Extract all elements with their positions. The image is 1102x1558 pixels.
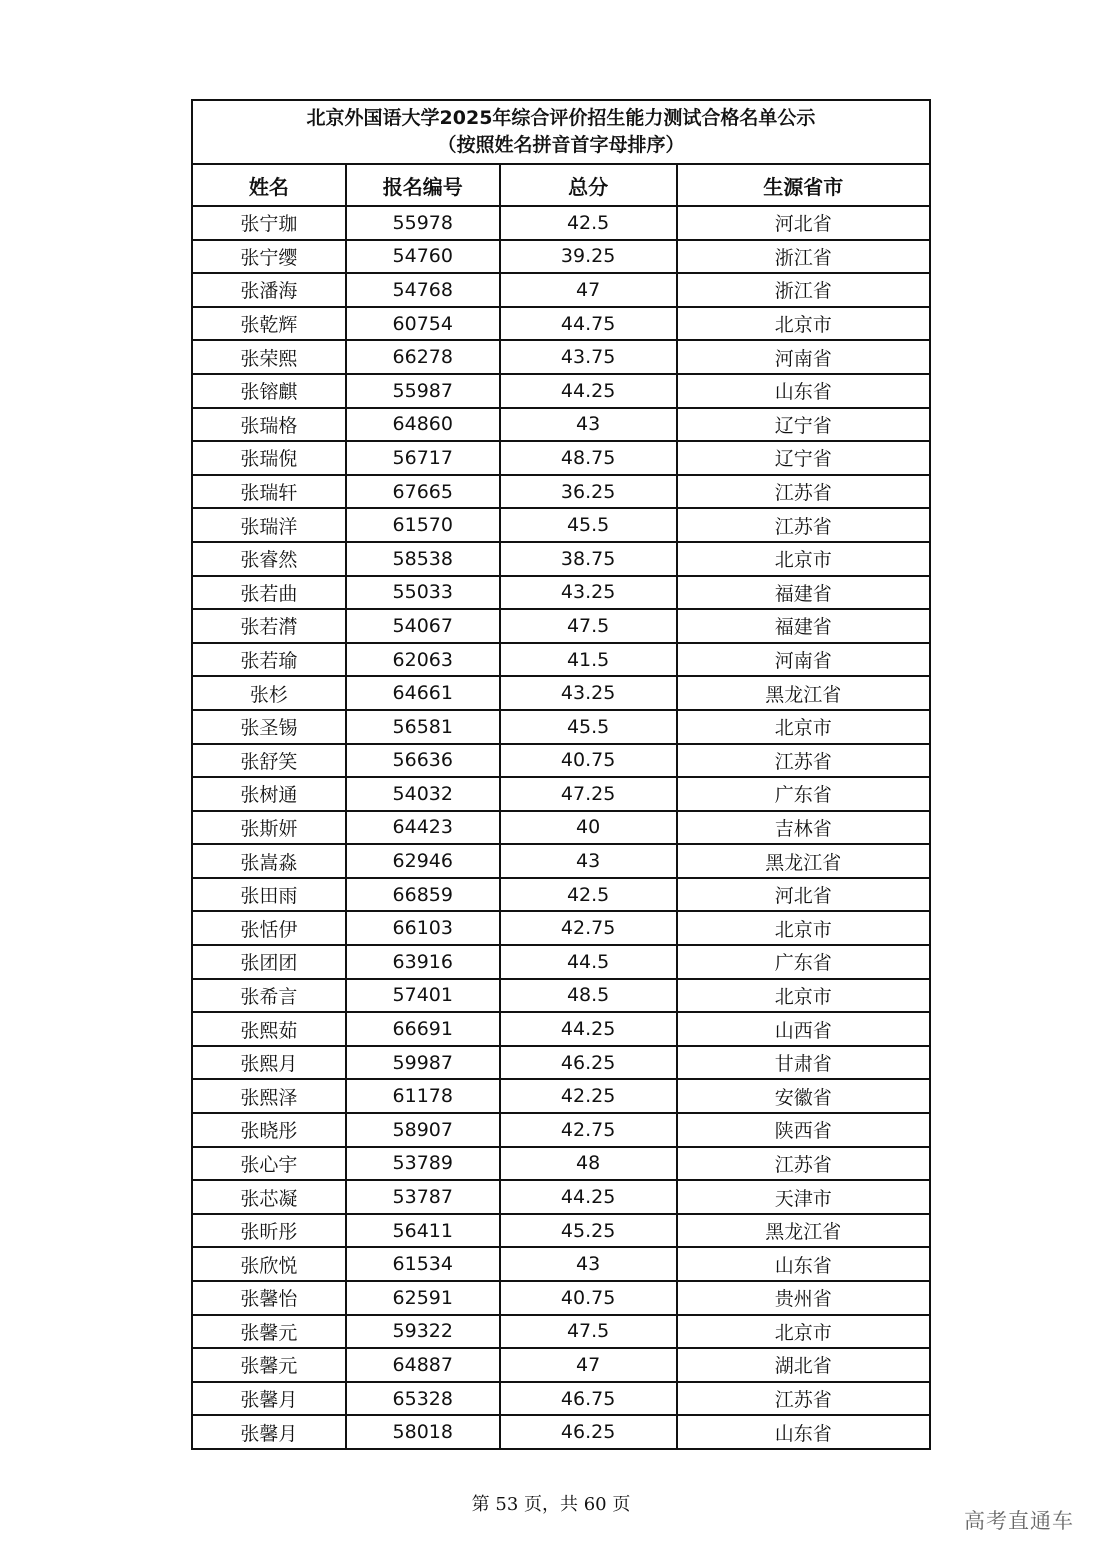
cell-name: 张宁珈 [192, 206, 346, 240]
cell-province: 贵州省 [677, 1281, 930, 1315]
cell-province: 黑龙江省 [677, 676, 930, 710]
cell-name: 张宁缨 [192, 240, 346, 274]
cell-registration-number: 66691 [346, 1012, 500, 1046]
cell-province: 福建省 [677, 609, 930, 643]
cell-name: 张恬伊 [192, 911, 346, 945]
cell-name: 张荣熙 [192, 340, 346, 374]
cell-registration-number: 57401 [346, 979, 500, 1013]
cell-registration-number: 54768 [346, 273, 500, 307]
cell-province: 江苏省 [677, 475, 930, 509]
cell-total-score: 44.75 [500, 307, 677, 341]
table-row [192, 1079, 930, 1113]
cell-province: 河北省 [677, 206, 930, 240]
cell-total-score: 47.5 [500, 1315, 677, 1349]
cell-total-score: 42.5 [500, 206, 677, 240]
cell-registration-number: 64661 [346, 676, 500, 710]
cell-province: 浙江省 [677, 240, 930, 274]
cell-province: 北京市 [677, 911, 930, 945]
cell-name: 张馨月 [192, 1382, 346, 1416]
cell-registration-number: 64860 [346, 408, 500, 442]
cell-province: 北京市 [677, 542, 930, 576]
cell-name: 张潘海 [192, 273, 346, 307]
table-row [192, 1180, 930, 1214]
cell-province: 湖北省 [677, 1348, 930, 1382]
cell-total-score: 42.75 [500, 911, 677, 945]
table-row [192, 1247, 930, 1281]
table-row [192, 744, 930, 778]
cell-total-score: 38.75 [500, 542, 677, 576]
admission-list-table [191, 99, 931, 1450]
cell-name: 张心宇 [192, 1147, 346, 1181]
cell-registration-number: 62063 [346, 643, 500, 677]
cell-total-score: 48.75 [500, 441, 677, 475]
table-row [192, 1415, 930, 1449]
cell-total-score: 47.25 [500, 777, 677, 811]
cell-province: 山东省 [677, 1247, 930, 1281]
cell-total-score: 40.75 [500, 1281, 677, 1315]
cell-registration-number: 62946 [346, 844, 500, 878]
cell-name: 张田雨 [192, 878, 346, 912]
cell-name: 张若瑜 [192, 643, 346, 677]
table-row [192, 1147, 930, 1181]
cell-total-score: 44.25 [500, 1180, 677, 1214]
cell-name: 张圣锡 [192, 710, 346, 744]
cell-province: 北京市 [677, 710, 930, 744]
cell-registration-number: 54067 [346, 609, 500, 643]
cell-name: 张斯妍 [192, 811, 346, 845]
cell-registration-number: 54760 [346, 240, 500, 274]
table-row [192, 1348, 930, 1382]
cell-total-score: 45.5 [500, 508, 677, 542]
table-row [192, 508, 930, 542]
cell-province: 黑龙江省 [677, 1214, 930, 1248]
cell-name: 张瑞轩 [192, 475, 346, 509]
cell-total-score: 43.75 [500, 340, 677, 374]
table-row [192, 710, 930, 744]
cell-name: 张希言 [192, 979, 346, 1013]
title-line-1: 北京外国语大学2025年综合评价招生能力测试合格名单公示 [306, 107, 816, 129]
cell-total-score: 43.25 [500, 576, 677, 610]
table-row [192, 206, 930, 240]
page-footer: 第 53 页，共 60 页 [471, 1494, 631, 1515]
cell-province: 吉林省 [677, 811, 930, 845]
cell-province: 江苏省 [677, 744, 930, 778]
cell-registration-number: 58907 [346, 1113, 500, 1147]
table-row [192, 844, 930, 878]
cell-total-score: 43 [500, 844, 677, 878]
cell-name: 张树通 [192, 777, 346, 811]
table-row [192, 1382, 930, 1416]
cell-province: 陕西省 [677, 1113, 930, 1147]
cell-total-score: 43.25 [500, 676, 677, 710]
cell-total-score: 47 [500, 1348, 677, 1382]
cell-name: 张瑞倪 [192, 441, 346, 475]
cell-total-score: 42.25 [500, 1079, 677, 1113]
cell-province: 广东省 [677, 945, 930, 979]
header-row [192, 164, 930, 206]
cell-province: 天津市 [677, 1180, 930, 1214]
cell-name: 张乾辉 [192, 307, 346, 341]
cell-province: 河南省 [677, 643, 930, 677]
table-row [192, 576, 930, 610]
table-row [192, 307, 930, 341]
table-row [192, 408, 930, 442]
cell-province: 山东省 [677, 1415, 930, 1449]
table-row [192, 542, 930, 576]
cell-name: 张晓彤 [192, 1113, 346, 1147]
cell-name: 张芯凝 [192, 1180, 346, 1214]
cell-name: 张馨怡 [192, 1281, 346, 1315]
cell-province: 安徽省 [677, 1079, 930, 1113]
cell-total-score: 45.25 [500, 1214, 677, 1248]
table-row [192, 609, 930, 643]
cell-registration-number: 67665 [346, 475, 500, 509]
cell-registration-number: 66859 [346, 878, 500, 912]
cell-total-score: 43 [500, 408, 677, 442]
cell-name: 张欣悦 [192, 1247, 346, 1281]
cell-province: 河北省 [677, 878, 930, 912]
cell-registration-number: 55978 [346, 206, 500, 240]
table-row [192, 777, 930, 811]
cell-province: 广东省 [677, 777, 930, 811]
cell-registration-number: 66103 [346, 911, 500, 945]
table-row [192, 374, 930, 408]
cell-province: 黑龙江省 [677, 844, 930, 878]
cell-registration-number: 56411 [346, 1214, 500, 1248]
cell-registration-number: 58538 [346, 542, 500, 576]
cell-registration-number: 66278 [346, 340, 500, 374]
table-row [192, 911, 930, 945]
cell-total-score: 46.75 [500, 1382, 677, 1416]
table-row [192, 1315, 930, 1349]
table-row [192, 1046, 930, 1080]
cell-total-score: 47.5 [500, 609, 677, 643]
cell-total-score: 42.5 [500, 878, 677, 912]
cell-name: 张熙月 [192, 1046, 346, 1080]
cell-registration-number: 61178 [346, 1079, 500, 1113]
cell-registration-number: 61570 [346, 508, 500, 542]
table-row [192, 676, 930, 710]
table-body [192, 206, 930, 1449]
cell-registration-number: 54032 [346, 777, 500, 811]
cell-total-score: 40 [500, 811, 677, 845]
cell-registration-number: 55033 [346, 576, 500, 610]
cell-province: 山东省 [677, 374, 930, 408]
cell-total-score: 43 [500, 1247, 677, 1281]
cell-name: 张若曲 [192, 576, 346, 610]
cell-registration-number: 63916 [346, 945, 500, 979]
cell-total-score: 48 [500, 1147, 677, 1181]
cell-registration-number: 56581 [346, 710, 500, 744]
cell-province: 江苏省 [677, 1382, 930, 1416]
cell-total-score: 39.25 [500, 240, 677, 274]
header-name: 姓名 [192, 164, 346, 206]
cell-registration-number: 65328 [346, 1382, 500, 1416]
table-title [192, 100, 930, 164]
header-total-score: 总分 [500, 164, 677, 206]
cell-total-score: 41.5 [500, 643, 677, 677]
cell-name: 张若潸 [192, 609, 346, 643]
cell-name: 张镕麒 [192, 374, 346, 408]
cell-registration-number: 62591 [346, 1281, 500, 1315]
cell-name: 张杉 [192, 676, 346, 710]
cell-registration-number: 53787 [346, 1180, 500, 1214]
table-row [192, 240, 930, 274]
table-row [192, 1281, 930, 1315]
cell-name: 张团团 [192, 945, 346, 979]
cell-name: 张瑞洋 [192, 508, 346, 542]
cell-name: 张馨月 [192, 1415, 346, 1449]
table-row [192, 1214, 930, 1248]
cell-name: 张熙茹 [192, 1012, 346, 1046]
cell-total-score: 40.75 [500, 744, 677, 778]
cell-province: 江苏省 [677, 508, 930, 542]
cell-province: 辽宁省 [677, 441, 930, 475]
cell-total-score: 44.25 [500, 374, 677, 408]
header-registration-number: 报名编号 [346, 164, 500, 206]
table-row [192, 643, 930, 677]
cell-province: 福建省 [677, 576, 930, 610]
cell-name: 张馨元 [192, 1348, 346, 1382]
cell-registration-number: 59322 [346, 1315, 500, 1349]
table-row [192, 979, 930, 1013]
cell-province: 北京市 [677, 1315, 930, 1349]
cell-total-score: 46.25 [500, 1046, 677, 1080]
cell-total-score: 36.25 [500, 475, 677, 509]
cell-name: 张舒笑 [192, 744, 346, 778]
cell-registration-number: 56717 [346, 441, 500, 475]
cell-province: 山西省 [677, 1012, 930, 1046]
table-row [192, 878, 930, 912]
cell-registration-number: 59987 [346, 1046, 500, 1080]
header-province: 生源省市 [677, 164, 930, 206]
cell-total-score: 48.5 [500, 979, 677, 1013]
cell-registration-number: 53789 [346, 1147, 500, 1181]
cell-province: 北京市 [677, 307, 930, 341]
cell-name: 张睿然 [192, 542, 346, 576]
table-row [192, 1113, 930, 1147]
table-row [192, 340, 930, 374]
cell-total-score: 47 [500, 273, 677, 307]
cell-registration-number: 60754 [346, 307, 500, 341]
cell-total-score: 44.25 [500, 1012, 677, 1046]
cell-name: 张熙泽 [192, 1079, 346, 1113]
table-row [192, 273, 930, 307]
cell-name: 张昕彤 [192, 1214, 346, 1248]
table-row [192, 1012, 930, 1046]
table-row [192, 475, 930, 509]
cell-total-score: 42.75 [500, 1113, 677, 1147]
cell-name: 张嵩淼 [192, 844, 346, 878]
table-row [192, 945, 930, 979]
watermark: 高考直通车 [964, 1509, 1074, 1533]
cell-registration-number: 64887 [346, 1348, 500, 1382]
cell-registration-number: 58018 [346, 1415, 500, 1449]
cell-province: 北京市 [677, 979, 930, 1013]
cell-total-score: 45.5 [500, 710, 677, 744]
table-row [192, 441, 930, 475]
cell-total-score: 46.25 [500, 1415, 677, 1449]
title-line-2: （按照姓名拼音首字母排序） [437, 134, 685, 156]
cell-province: 辽宁省 [677, 408, 930, 442]
cell-name: 张馨元 [192, 1315, 346, 1349]
cell-province: 甘肃省 [677, 1046, 930, 1080]
cell-province: 江苏省 [677, 1147, 930, 1181]
cell-province: 浙江省 [677, 273, 930, 307]
cell-registration-number: 56636 [346, 744, 500, 778]
cell-registration-number: 55987 [346, 374, 500, 408]
cell-registration-number: 64423 [346, 811, 500, 845]
cell-registration-number: 61534 [346, 1247, 500, 1281]
cell-province: 河南省 [677, 340, 930, 374]
table-row [192, 811, 930, 845]
cell-name: 张瑞格 [192, 408, 346, 442]
cell-total-score: 44.5 [500, 945, 677, 979]
